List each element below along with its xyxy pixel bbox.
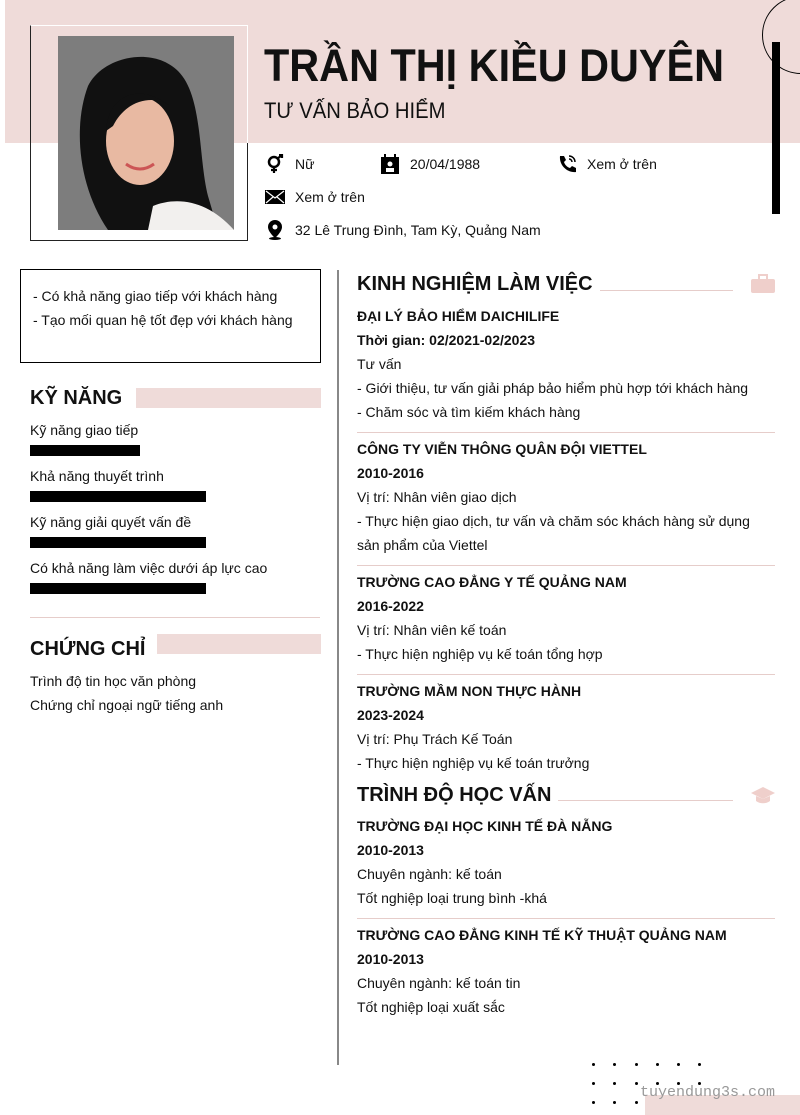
entry-line: Tư vấn <box>357 356 402 372</box>
entry-org: TRƯỜNG MẦM NON THỰC HÀNH <box>357 683 582 699</box>
experience-list <box>357 304 775 775</box>
decor-dot <box>592 1082 595 1085</box>
skills-heading: KỸ NĂNG <box>30 387 123 409</box>
experience-heading: KINH NGHIỆM LÀM VIỆC <box>357 273 593 295</box>
decor-dot <box>635 1101 638 1104</box>
entry-line: Tốt nghiệp loại xuất sắc <box>357 999 505 1015</box>
entry <box>357 674 775 775</box>
heading-line <box>600 290 733 291</box>
phone-value: Xem ở trên <box>587 156 657 172</box>
entry-line: Vị trí: Nhân viên giao dịch <box>357 489 517 505</box>
divider <box>30 617 320 618</box>
entry-line: - Thực hiện nghiệp vụ kế toán trưởng <box>357 755 590 771</box>
certificates-heading: CHỨNG CHỈ <box>30 638 146 660</box>
entry-line: Vị trí: Phụ Trách Kế Toán <box>357 731 513 747</box>
email-info <box>265 187 365 207</box>
decor-dot <box>613 1082 616 1085</box>
calendar-icon <box>380 154 400 174</box>
graduation-cap-icon <box>750 785 776 805</box>
address-info <box>265 220 541 240</box>
column-divider <box>337 270 339 1065</box>
entry-line: - Giới thiệu, tư vấn giải pháp bảo hiểm phù hợp tới khách hàng <box>357 380 749 396</box>
entry-org: ĐẠI LÝ BẢO HIỂM DAICHILIFE <box>357 308 560 324</box>
entry <box>357 814 775 910</box>
entry-line: Tốt nghiệp loại trung bình -khá <box>357 890 547 906</box>
skill-bar <box>30 537 206 548</box>
entry-org: TRƯỜNG ĐẠI HỌC KINH TẾ ĐÀ NẴNG <box>357 818 613 834</box>
email-value: Xem ở trên <box>295 189 365 205</box>
entry-line: - Thực hiện giao dịch, tư vấn và chăm sóc khách hàng sử dụng sản phẩm của Viettel <box>357 513 750 553</box>
entry-time: 2010-2016 <box>357 465 424 481</box>
entry <box>357 432 775 557</box>
watermark: tuyendung3s.com <box>640 1084 776 1101</box>
entry-time: 2010-2013 <box>357 842 424 858</box>
entry <box>357 918 775 1019</box>
certificate-item: Trình độ tin học văn phòng <box>30 673 197 689</box>
entry-line: - Chăm sóc và tìm kiếm khách hàng <box>357 404 581 420</box>
entry-time: Thời gian: 02/2021-02/2023 <box>357 332 536 348</box>
dob-value: 20/04/1988 <box>410 156 481 172</box>
cert-heading-bar <box>157 634 321 654</box>
location-pin-icon <box>265 220 285 240</box>
skill-label: Có khả năng làm việc dưới áp lực cao <box>30 560 268 576</box>
entry-time: 2016-2022 <box>357 598 424 614</box>
decor-dot <box>656 1063 659 1066</box>
education-heading: TRÌNH ĐỘ HỌC VẤN <box>357 784 552 806</box>
gender-info <box>265 154 314 174</box>
skill-bar <box>30 583 206 594</box>
entry-org: TRƯỜNG CAO ĐẲNG KINH TẾ KỸ THUẬT QUẢNG NAM <box>357 927 727 943</box>
objective-line: - Tạo mối quan hệ tốt đẹp với khách hàng <box>33 312 293 328</box>
objective-line: - Có khả năng giao tiếp với khách hàng <box>33 288 278 304</box>
entry-time: 2010-2013 <box>357 951 424 967</box>
education-list <box>357 814 775 1019</box>
entry-line: Chuyên ngành: kế toán <box>357 866 502 882</box>
briefcase-icon <box>750 274 776 294</box>
heading-line <box>558 800 733 801</box>
candidate-name: TRẦN THỊ KIỀU DUYÊN <box>264 40 725 91</box>
skill-label: Khả năng thuyết trình <box>30 468 164 484</box>
objective-box <box>20 269 321 363</box>
decor-dot <box>592 1101 595 1104</box>
skills-heading-bar <box>136 388 321 408</box>
dob-info <box>380 154 480 174</box>
decor-dot <box>698 1063 701 1066</box>
entry <box>357 565 775 666</box>
skill-bar <box>30 491 206 502</box>
decor-dot <box>635 1063 638 1066</box>
skill-label: Kỹ năng giải quyết vấn đề <box>30 514 192 530</box>
entry-line: Vị trí: Nhân viên kế toán <box>357 622 507 638</box>
skill-bar <box>30 445 140 456</box>
decor-dot <box>677 1063 680 1066</box>
entry-org: TRƯỜNG CAO ĐẲNG Y TẾ QUẢNG NAM <box>357 574 627 590</box>
phone-icon <box>557 154 577 174</box>
entry-org: CÔNG TY VIỄN THÔNG QUÂN ĐỘI VIETTEL <box>357 441 647 457</box>
address-value: 32 Lê Trung Đình, Tam Kỳ, Quảng Nam <box>295 222 541 238</box>
envelope-icon <box>265 187 285 207</box>
entry-time: 2023-2024 <box>357 707 424 723</box>
gender-value: Nữ <box>295 156 315 172</box>
avatar <box>58 36 234 230</box>
entry-line: Chuyên ngành: kế toán tin <box>357 975 521 991</box>
entry-line: - Thực hiện nghiệp vụ kế toán tổng hợp <box>357 646 603 662</box>
decor-dot <box>613 1101 616 1104</box>
decor-dot <box>613 1063 616 1066</box>
gender-icon <box>265 154 285 174</box>
entry <box>357 304 775 424</box>
decor-dot <box>592 1063 595 1066</box>
certificate-item: Chứng chỉ ngoại ngữ tiếng anh <box>30 697 224 713</box>
job-title: TƯ VẤN BẢO HIỂM <box>264 98 446 123</box>
phone-info <box>557 154 657 174</box>
decor-dot <box>635 1082 638 1085</box>
skill-label: Kỹ năng giao tiếp <box>30 422 139 438</box>
decor-bar <box>772 42 780 214</box>
